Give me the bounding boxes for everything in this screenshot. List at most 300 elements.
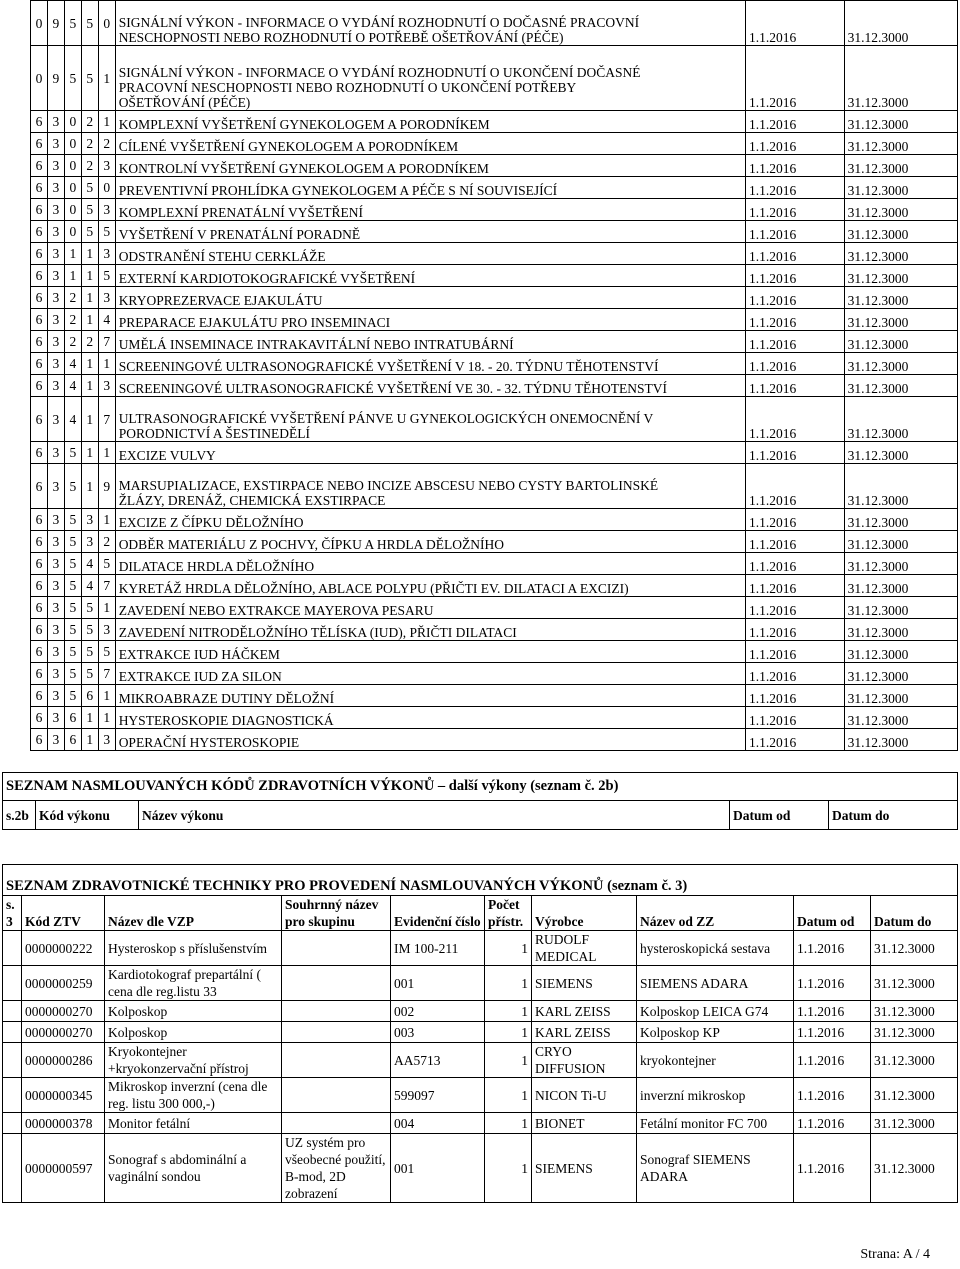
code-digit: 3 xyxy=(47,509,64,531)
date-to: 31.12.3000 xyxy=(844,729,957,751)
code-digit: 6 xyxy=(31,509,48,531)
procedure-name-line: VYŠETŘENÍ V PRENATÁLNÍ PORADNĚ xyxy=(118,227,361,242)
code-digit: 6 xyxy=(31,221,48,243)
procedure-name xyxy=(115,331,745,353)
code-digit: 6 xyxy=(31,685,48,707)
code-digit: 1 xyxy=(98,442,115,464)
date-from: 1.1.2016 xyxy=(794,1043,871,1078)
code-digit: 6 xyxy=(31,199,48,221)
code-digit: 1 xyxy=(98,353,115,375)
procedure-name-line: ODBĚR MATERIÁLU Z POCHVY, ČÍPKU A HRDLA DĚLOŽNÍHO xyxy=(118,537,504,552)
device-name-zz: kryokontejner xyxy=(637,1043,794,1078)
date-from: 1.1.2016 xyxy=(746,707,845,729)
equipment-code: 0000000597 xyxy=(22,1134,105,1203)
date-to: 31.12.3000 xyxy=(844,177,957,199)
table-row xyxy=(3,1022,958,1043)
procedure-name-line: PREPARACE EJAKULÁTU PRO INSEMINACI xyxy=(118,315,391,330)
list-2b-title: SEZNAM NASMLOUVANÝCH KÓDŮ ZDRAVOTNÍCH VÝKONŮ – další výkony (seznam č. 2b) xyxy=(3,773,958,801)
procedure-name xyxy=(115,509,745,531)
code-digit: 1 xyxy=(81,729,98,751)
device-count: 1 xyxy=(485,1078,532,1113)
date-to: 31.12.3000 xyxy=(844,1,957,46)
device-name-zz: Kolposkop LEICA G74 xyxy=(637,1001,794,1022)
table-row xyxy=(3,966,958,1001)
date-to: 31.12.3000 xyxy=(871,1001,958,1022)
code-digit: 3 xyxy=(47,729,64,751)
device-count: 1 xyxy=(485,931,532,966)
code-digit: 3 xyxy=(47,331,64,353)
code-digit: 6 xyxy=(31,265,48,287)
code-digit: 7 xyxy=(98,331,115,353)
procedure-name-line: EXTRAKCE IUD HÁČKEM xyxy=(118,647,280,662)
code-digit: 6 xyxy=(31,331,48,353)
code-digit: 3 xyxy=(98,155,115,177)
device-count: 1 xyxy=(485,1001,532,1022)
table-row xyxy=(31,331,958,353)
device-name-zz: Kolposkop KP xyxy=(637,1022,794,1043)
device-name-zz: Fetální monitor FC 700 xyxy=(637,1113,794,1134)
code-digit: 1 xyxy=(81,309,98,331)
device-count: 1 xyxy=(485,1113,532,1134)
code-digit: 6 xyxy=(31,575,48,597)
code-digit: 5 xyxy=(98,641,115,663)
procedure-name xyxy=(115,265,745,287)
table-row xyxy=(31,729,958,751)
procedure-name xyxy=(115,375,745,397)
code-digit: 0 xyxy=(31,1,48,46)
table-row xyxy=(31,619,958,641)
code-digit: 3 xyxy=(47,663,64,685)
procedure-name-line: KOMPLEXNÍ VYŠETŘENÍ GYNEKOLOGEM A PORODNÍKEM xyxy=(118,117,490,132)
code-digit: 5 xyxy=(64,1,81,46)
procedure-codes-table xyxy=(30,0,958,751)
code-digit: 0 xyxy=(64,199,81,221)
date-to: 31.12.3000 xyxy=(844,155,957,177)
procedure-name-line: KRYOPREZERVACE EJAKULÁTU xyxy=(118,293,323,308)
equipment-group xyxy=(282,966,391,1001)
code-digit: 3 xyxy=(47,287,64,309)
code-digit: 3 xyxy=(81,531,98,553)
date-to: 31.12.3000 xyxy=(844,641,957,663)
date-from: 1.1.2016 xyxy=(746,287,845,309)
date-from: 1.1.2016 xyxy=(746,177,845,199)
evidence-number: 004 xyxy=(391,1113,485,1134)
date-from: 1.1.2016 xyxy=(746,464,845,509)
code-digit: 3 xyxy=(47,575,64,597)
equipment-name: Monitor fetální xyxy=(105,1113,282,1134)
code-digit: 2 xyxy=(98,531,115,553)
device-count: 1 xyxy=(485,966,532,1001)
table-row xyxy=(31,707,958,729)
procedure-name xyxy=(115,663,745,685)
date-to: 31.12.3000 xyxy=(844,287,957,309)
date-from: 1.1.2016 xyxy=(746,46,845,111)
list-2b-header-s: s.2b xyxy=(3,801,36,830)
procedure-name-line: KOMPLEXNÍ PRENATÁLNÍ VYŠETŘENÍ xyxy=(118,205,363,220)
procedure-name xyxy=(115,287,745,309)
equipment-group xyxy=(282,1113,391,1134)
code-digit: 5 xyxy=(64,619,81,641)
procedure-name xyxy=(115,46,745,111)
date-from: 1.1.2016 xyxy=(794,931,871,966)
date-to: 31.12.3000 xyxy=(844,531,957,553)
table-row xyxy=(31,531,958,553)
table-row xyxy=(31,685,958,707)
date-from: 1.1.2016 xyxy=(746,331,845,353)
row-index-cell xyxy=(3,1043,22,1078)
date-to: 31.12.3000 xyxy=(844,243,957,265)
date-to: 31.12.3000 xyxy=(871,931,958,966)
code-digit: 3 xyxy=(47,442,64,464)
code-digit: 1 xyxy=(98,707,115,729)
code-digit: 6 xyxy=(31,111,48,133)
date-to: 31.12.3000 xyxy=(844,553,957,575)
code-digit: 5 xyxy=(81,663,98,685)
procedure-name-line: HYSTEROSKOPIE DIAGNOSTICKÁ xyxy=(118,713,334,728)
code-digit: 3 xyxy=(47,111,64,133)
code-digit: 7 xyxy=(98,397,115,442)
device-name-zz: Sonograf SIEMENS ADARA xyxy=(637,1134,794,1203)
date-from: 1.1.2016 xyxy=(746,442,845,464)
procedure-name-line: ODSTRANĚNÍ STEHU CERKLÁŽE xyxy=(118,249,326,264)
procedure-name xyxy=(115,685,745,707)
date-from: 1.1.2016 xyxy=(746,243,845,265)
date-to: 31.12.3000 xyxy=(844,464,957,509)
list-2b-header-name: Název výkonu xyxy=(139,801,730,830)
table-row xyxy=(31,442,958,464)
equipment-code: 0000000345 xyxy=(22,1078,105,1113)
code-digit: 3 xyxy=(47,309,64,331)
code-digit: 0 xyxy=(64,133,81,155)
code-digit: 6 xyxy=(31,464,48,509)
procedure-name-line: NESCHOPNOSTI NEBO ROZHODNUTÍ O POTŘEBĚ OŠETŘOVÁNÍ (PÉČE) xyxy=(118,30,564,45)
code-digit: 6 xyxy=(31,597,48,619)
date-from: 1.1.2016 xyxy=(746,1,845,46)
code-digit: 6 xyxy=(31,309,48,331)
code-digit: 3 xyxy=(98,243,115,265)
date-from: 1.1.2016 xyxy=(746,531,845,553)
evidence-number: 001 xyxy=(391,1134,485,1203)
code-digit: 5 xyxy=(81,221,98,243)
procedure-name-line: EXTRAKCE IUD ZA SILON xyxy=(118,669,282,684)
table-row xyxy=(31,46,958,111)
procedure-name-line: ULTRASONOGRAFICKÉ VYŠETŘENÍ PÁNVE U GYNEKOLOGICKÝCH ONEMOCNĚNÍ V xyxy=(118,411,654,426)
code-digit: 1 xyxy=(98,46,115,111)
date-from: 1.1.2016 xyxy=(746,575,845,597)
procedure-name xyxy=(115,729,745,751)
code-digit: 0 xyxy=(64,111,81,133)
equipment-name: Kryokontejner +kryokonzervační přístroj xyxy=(105,1043,282,1078)
code-digit: 5 xyxy=(98,265,115,287)
list-2b-table xyxy=(2,772,958,830)
code-digit: 5 xyxy=(64,46,81,111)
table-row xyxy=(31,397,958,442)
list-3-title: SEZNAM ZDRAVOTNICKÉ TECHNIKY PRO PROVEDENÍ NASMLOUVANÝCH VÝKONŮ (seznam č. 3) xyxy=(3,865,958,896)
code-digit: 1 xyxy=(98,509,115,531)
date-to: 31.12.3000 xyxy=(844,111,957,133)
procedure-name xyxy=(115,707,745,729)
procedure-name xyxy=(115,133,745,155)
code-digit: 1 xyxy=(81,287,98,309)
row-index-cell xyxy=(3,1134,22,1203)
date-from: 1.1.2016 xyxy=(746,265,845,287)
code-digit: 3 xyxy=(47,177,64,199)
date-to: 31.12.3000 xyxy=(871,1113,958,1134)
code-digit: 6 xyxy=(81,685,98,707)
procedure-name-line: MARSUPIALIZACE, EXSTIRPACE NEBO INCIZE ABSCESU NEBO CYSTY BARTOLINSKÉ xyxy=(118,478,659,493)
equipment-code: 0000000270 xyxy=(22,1001,105,1022)
code-digit: 2 xyxy=(64,309,81,331)
list-3-header-maker: Výrobce xyxy=(532,896,637,931)
code-digit: 5 xyxy=(98,221,115,243)
date-to: 31.12.3000 xyxy=(871,1043,958,1078)
code-digit: 6 xyxy=(31,729,48,751)
code-digit: 3 xyxy=(98,619,115,641)
code-digit: 3 xyxy=(47,243,64,265)
code-digit: 4 xyxy=(81,575,98,597)
code-digit: 3 xyxy=(47,707,64,729)
code-digit: 5 xyxy=(64,442,81,464)
procedure-name-line: ŽLÁZY, DRENÁŽ, CHEMICKÁ EXSTIRPACE xyxy=(118,493,386,508)
code-digit: 5 xyxy=(64,685,81,707)
equipment-code: 0000000222 xyxy=(22,931,105,966)
procedure-name-line: KONTROLNÍ VYŠETŘENÍ GYNEKOLOGEM A PORODNÍKEM xyxy=(118,161,489,176)
code-digit: 5 xyxy=(64,663,81,685)
code-digit: 5 xyxy=(64,464,81,509)
code-digit: 5 xyxy=(81,641,98,663)
list-3-header-from: Datum od xyxy=(794,896,871,931)
code-digit: 1 xyxy=(98,685,115,707)
code-digit: 6 xyxy=(31,442,48,464)
date-to: 31.12.3000 xyxy=(871,1134,958,1203)
code-digit: 3 xyxy=(47,133,64,155)
table-row xyxy=(31,575,958,597)
row-index-cell xyxy=(3,1078,22,1113)
code-digit: 3 xyxy=(81,509,98,531)
code-digit: 5 xyxy=(81,46,98,111)
procedure-name xyxy=(115,177,745,199)
device-count: 1 xyxy=(485,1043,532,1078)
procedure-name-line: MIKROABRAZE DUTINY DĚLOŽNÍ xyxy=(118,691,335,706)
code-digit: 6 xyxy=(31,177,48,199)
manufacturer: BIONET xyxy=(532,1113,637,1134)
code-digit: 3 xyxy=(47,641,64,663)
code-digit: 2 xyxy=(81,133,98,155)
code-digit: 1 xyxy=(81,397,98,442)
table-row xyxy=(31,309,958,331)
code-digit: 7 xyxy=(98,575,115,597)
code-digit: 3 xyxy=(47,597,64,619)
procedure-name xyxy=(115,111,745,133)
list-3-header-group: Souhrnný název pro skupinu xyxy=(282,896,391,931)
date-to: 31.12.3000 xyxy=(871,966,958,1001)
manufacturer: SIEMENS xyxy=(532,1134,637,1203)
date-to: 31.12.3000 xyxy=(844,265,957,287)
manufacturer: NICON Ti-U xyxy=(532,1078,637,1113)
date-to: 31.12.3000 xyxy=(844,575,957,597)
code-digit: 5 xyxy=(81,199,98,221)
date-to: 31.12.3000 xyxy=(844,663,957,685)
date-from: 1.1.2016 xyxy=(746,397,845,442)
code-digit: 1 xyxy=(81,442,98,464)
code-digit: 0 xyxy=(98,1,115,46)
code-digit: 4 xyxy=(64,375,81,397)
procedure-name xyxy=(115,155,745,177)
table-row xyxy=(3,1113,958,1134)
procedure-name xyxy=(115,353,745,375)
table-row xyxy=(31,243,958,265)
procedure-name-line: CÍLENÉ VYŠETŘENÍ GYNEKOLOGEM A PORODNÍKEM xyxy=(118,139,459,154)
procedure-name-line: SCREENINGOVÉ ULTRASONOGRAFICKÉ VYŠETŘENÍ VE 30. - 32. TÝDNU TĚHOTENSTVÍ xyxy=(118,381,667,396)
list-3-header-evid: Evidenční číslo xyxy=(391,896,485,931)
equipment-name: Kardiotokograf prepartální ( cena dle reg.listu 33 xyxy=(105,966,282,1001)
equipment-name: Kolposkop xyxy=(105,1022,282,1043)
table-row xyxy=(31,155,958,177)
table-row xyxy=(31,375,958,397)
procedure-name xyxy=(115,442,745,464)
code-digit: 1 xyxy=(98,597,115,619)
code-digit: 4 xyxy=(64,397,81,442)
code-digit: 1 xyxy=(81,375,98,397)
code-digit: 6 xyxy=(31,375,48,397)
table-row xyxy=(31,597,958,619)
list-3-header-code: Kód ZTV xyxy=(22,896,105,931)
date-from: 1.1.2016 xyxy=(794,1022,871,1043)
table-row xyxy=(31,663,958,685)
code-digit: 3 xyxy=(98,729,115,751)
date-to: 31.12.3000 xyxy=(844,46,957,111)
code-digit: 4 xyxy=(98,309,115,331)
code-digit: 3 xyxy=(47,531,64,553)
date-from: 1.1.2016 xyxy=(746,375,845,397)
list-3-table xyxy=(2,864,958,1203)
table-row xyxy=(3,931,958,966)
code-digit: 6 xyxy=(31,553,48,575)
list-3-header-zz-name: Název od ZZ xyxy=(637,896,794,931)
date-from: 1.1.2016 xyxy=(746,641,845,663)
date-from: 1.1.2016 xyxy=(794,1001,871,1022)
table-row xyxy=(3,1001,958,1022)
code-digit: 0 xyxy=(64,177,81,199)
evidence-number: AA5713 xyxy=(391,1043,485,1078)
row-index-cell xyxy=(3,1022,22,1043)
code-digit: 5 xyxy=(81,597,98,619)
code-digit: 3 xyxy=(47,221,64,243)
table-row xyxy=(31,265,958,287)
code-digit: 6 xyxy=(31,133,48,155)
list-3-header-to: Datum do xyxy=(871,896,958,931)
code-digit: 3 xyxy=(47,397,64,442)
table-row xyxy=(31,287,958,309)
code-digit: 5 xyxy=(64,597,81,619)
date-from: 1.1.2016 xyxy=(746,353,845,375)
equipment-code: 0000000259 xyxy=(22,966,105,1001)
code-digit: 2 xyxy=(98,133,115,155)
code-digit: 5 xyxy=(64,553,81,575)
procedure-name-line: DILATACE HRDLA DĚLOŽNÍHO xyxy=(118,559,315,574)
date-to: 31.12.3000 xyxy=(844,331,957,353)
date-to: 31.12.3000 xyxy=(844,353,957,375)
code-digit: 5 xyxy=(81,619,98,641)
date-to: 31.12.3000 xyxy=(844,199,957,221)
table-row xyxy=(31,133,958,155)
table-row xyxy=(31,177,958,199)
equipment-group xyxy=(282,1022,391,1043)
procedure-name-line: PRACOVNÍ NESCHOPNOSTI NEBO ROZHODNUTÍ O UKONČENÍ POTŘEBY xyxy=(118,80,577,95)
procedure-name-line: EXCIZE Z ČÍPKU DĚLOŽNÍHO xyxy=(118,515,304,530)
procedure-name xyxy=(115,221,745,243)
procedure-name-line: PORODNICTVÍ A ŠESTINEDĚLÍ xyxy=(118,426,310,441)
date-to: 31.12.3000 xyxy=(844,375,957,397)
table-row xyxy=(31,553,958,575)
equipment-code: 0000000270 xyxy=(22,1022,105,1043)
list-2b-header-to: Datum do xyxy=(829,801,958,830)
code-digit: 2 xyxy=(64,287,81,309)
equipment-name: Hysteroskop s příslušenstvím xyxy=(105,931,282,966)
date-from: 1.1.2016 xyxy=(746,597,845,619)
equipment-group xyxy=(282,1001,391,1022)
code-digit: 6 xyxy=(31,707,48,729)
row-index-cell xyxy=(3,1001,22,1022)
list-2b-header-code: Kód výkonu xyxy=(36,801,139,830)
date-to: 31.12.3000 xyxy=(844,442,957,464)
date-to: 31.12.3000 xyxy=(871,1078,958,1113)
evidence-number: 599097 xyxy=(391,1078,485,1113)
table-row xyxy=(3,1078,958,1113)
date-from: 1.1.2016 xyxy=(746,553,845,575)
device-name-zz: hysteroskopická sestava xyxy=(637,931,794,966)
equipment-name: Kolposkop xyxy=(105,1001,282,1022)
code-digit: 6 xyxy=(31,619,48,641)
code-digit: 1 xyxy=(81,353,98,375)
procedure-name-line: ZAVEDENÍ NEBO EXTRAKCE MAYEROVA PESARU xyxy=(118,603,434,618)
date-to: 31.12.3000 xyxy=(844,619,957,641)
code-digit: 3 xyxy=(47,375,64,397)
procedure-name xyxy=(115,619,745,641)
manufacturer: CRYO DIFFUSION xyxy=(532,1043,637,1078)
procedure-name-line: OŠETŘOVÁNÍ (PÉČE) xyxy=(118,95,251,110)
procedure-name xyxy=(115,553,745,575)
procedure-name xyxy=(115,309,745,331)
code-digit: 4 xyxy=(81,553,98,575)
device-name-zz: SIEMENS ADARA xyxy=(637,966,794,1001)
date-from: 1.1.2016 xyxy=(794,1078,871,1113)
equipment-group xyxy=(282,1078,391,1113)
procedure-name xyxy=(115,199,745,221)
code-digit: 0 xyxy=(64,155,81,177)
procedure-name-line: UMĚLÁ INSEMINACE INTRAKAVITÁLNÍ NEBO INTRATUBÁRNÍ xyxy=(118,337,514,352)
table-row xyxy=(31,199,958,221)
table-row xyxy=(31,221,958,243)
code-digit: 6 xyxy=(31,287,48,309)
procedure-name-line: EXTERNÍ KARDIOTOKOGRAFICKÉ VYŠETŘENÍ xyxy=(118,271,416,286)
code-digit: 9 xyxy=(47,46,64,111)
table-row xyxy=(31,353,958,375)
code-digit: 0 xyxy=(31,46,48,111)
procedure-name-line: SIGNÁLNÍ VÝKON - INFORMACE O VYDÁNÍ ROZHODNUTÍ O UKONČENÍ DOČASNÉ xyxy=(118,65,641,80)
procedure-name xyxy=(115,464,745,509)
table-row xyxy=(31,1,958,46)
code-digit: 3 xyxy=(98,199,115,221)
code-digit: 3 xyxy=(47,265,64,287)
table-row xyxy=(31,509,958,531)
manufacturer: KARL ZEISS xyxy=(532,1022,637,1043)
row-index-cell xyxy=(3,966,22,1001)
code-digit: 1 xyxy=(81,464,98,509)
manufacturer: SIEMENS xyxy=(532,966,637,1001)
code-digit: 1 xyxy=(81,707,98,729)
device-name-zz: inverzní mikroskop xyxy=(637,1078,794,1113)
